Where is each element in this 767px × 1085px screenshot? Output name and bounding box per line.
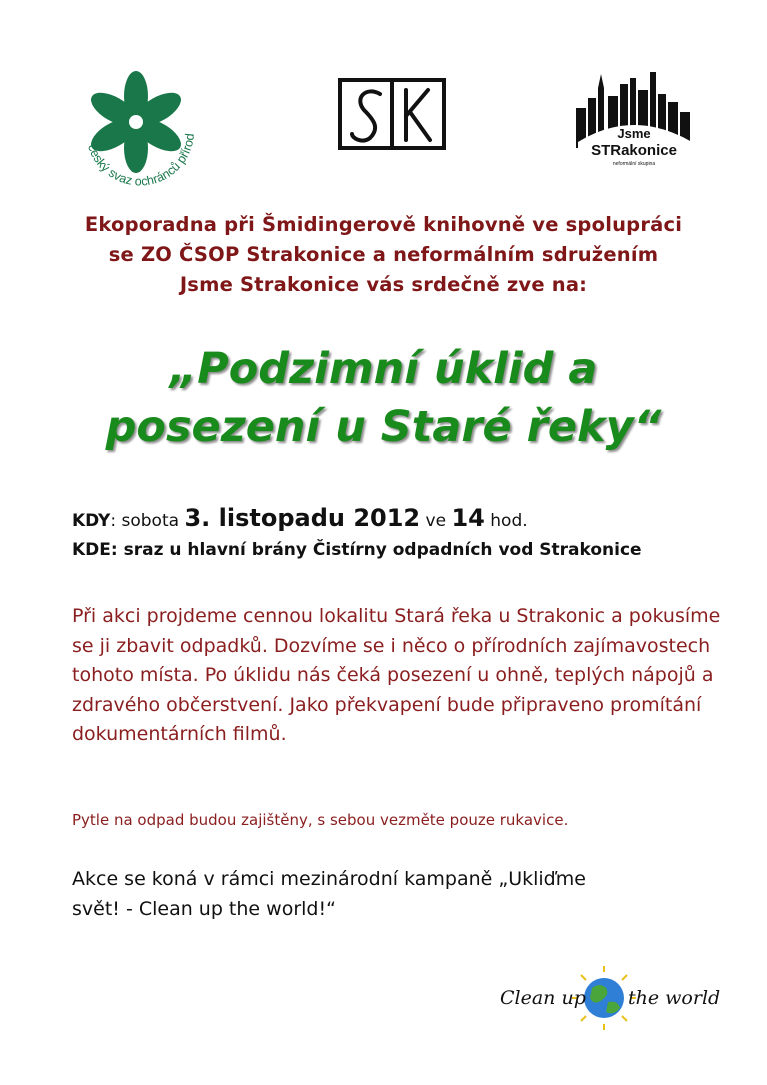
- csop-logo-text: český svaz ochránců přírod: [85, 132, 198, 189]
- event-where: KDE: sraz u hlavní brány Čistírny odpadních vod Strakonice: [72, 540, 642, 560]
- event-title-line-2: posezení u Staré řeky“: [105, 402, 662, 452]
- when-unit: hod.: [490, 511, 528, 531]
- intro-text: [40, 210, 727, 300]
- clean-up-the-world-logo: [494, 966, 721, 1030]
- when-at: ve: [425, 511, 447, 531]
- sk-library-logo: [336, 76, 448, 152]
- event-when: KDY: sobota 3. listopadu 2012 ve 14 hod.: [72, 504, 528, 532]
- event-title: [30, 340, 737, 456]
- when-day: sobota: [121, 511, 180, 531]
- city-skyline-icon: [568, 68, 698, 168]
- jsme-logo-title-1: Jsme: [617, 126, 651, 141]
- globe-icon: [494, 966, 721, 1030]
- when-label: KDY: [72, 511, 111, 531]
- cutw-left-text: Clean up: [500, 987, 586, 1009]
- campaign-line-1: Akce se koná v rámci mezinárodní kampaně „Ukliďme: [72, 868, 586, 890]
- jsme-logo-subtitle: neformální skupina: [612, 161, 656, 167]
- csop-logo: [70, 62, 210, 202]
- where-label: KDE: [72, 540, 111, 560]
- intro-line-3: Jsme Strakonice vás srdečně zve na:: [179, 273, 588, 296]
- jsme-strakonice-logo: [568, 68, 698, 168]
- open-book-icon: [336, 76, 448, 152]
- jsme-logo-title-2: STRakonice: [591, 142, 677, 159]
- campaign-text: [72, 864, 722, 924]
- event-description: Při akci projdeme cennou lokalitu Stará řeka u Strakonic a pokusíme se ji zbavit odpadků. Dozvíme se i něco o přírodních zajímavostech tohoto místa. Po úklidu nás čeká posezení u ohně, teplých nápojů a zdravého občerstvení. Jako překvapení bude připraveno promítání dokumentárních filmů.: [72, 605, 721, 745]
- event-title-line-1: „Podzimní úklid a: [169, 344, 598, 394]
- intro-line-2: se ZO ČSOP Strakonice a neformálním sdružením: [108, 243, 659, 266]
- when-hour: 14: [451, 504, 485, 532]
- cutw-right-text: the world: [628, 987, 721, 1009]
- intro-line-1: Ekoporadna při Šmidingerově knihovně ve spolupráci: [84, 213, 683, 236]
- event-note: Pytle na odpad budou zajištěny, s sebou vezměte pouze rukavice.: [72, 811, 569, 829]
- csop-flower-icon: [70, 62, 210, 202]
- campaign-line-2: svět! - Clean up the world!“: [72, 898, 336, 920]
- where-text: sraz u hlavní brány Čistírny odpadních vod Strakonice: [123, 540, 642, 560]
- when-date: 3. listopadu 2012: [184, 504, 421, 532]
